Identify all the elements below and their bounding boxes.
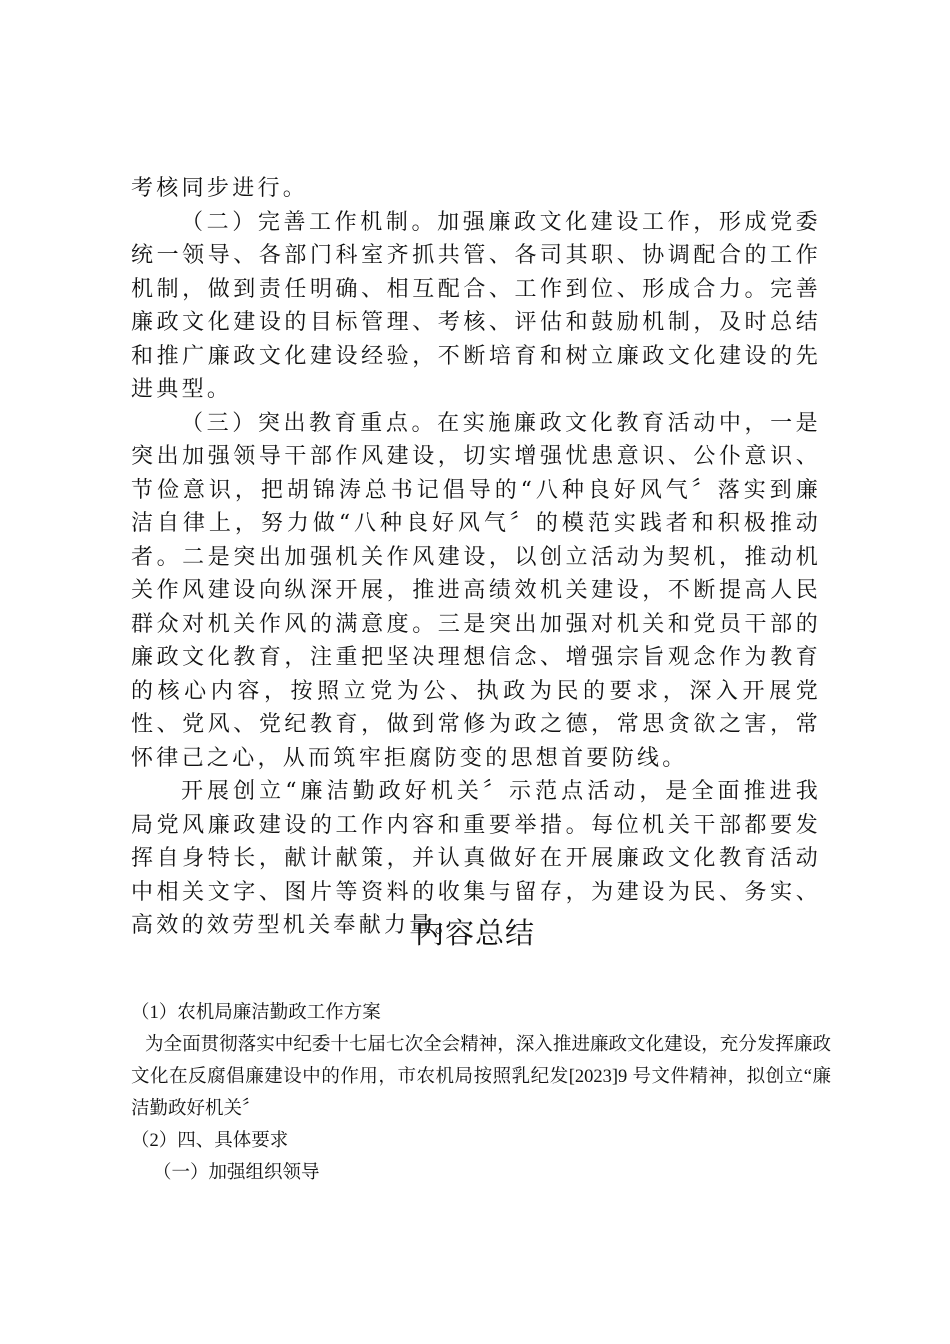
paragraph-work-mechanism: （二）完善工作机制。加强廉政文化建设工作，形成党委统一领导、各部门科室齐抓共管、各司其职、协调配合的工作机制，做到责任明确、相互配合、工作到位、形成合力。完善廉政文化建设的目标管理、考核、评估和鼓励机制，及时总结和推广廉政文化建设经验，不断培育和树立廉政文化建设的先进典型。 [131, 209, 821, 402]
paragraph-education-focus: （三）突出教育重点。在实施廉政文化教育活动中，一是突出加强领导干部作风建设，切实增强忧患意识、公仆意识、节俭意识，把胡锦涛总书记倡导的“八种良好风气〞落实到廉洁自律上，努力做“八种良好风气〞的模范实践者和积极推动者。二是突出加强机关作风建设，以创立活动为契机，推动机关作风建设向纵深开展，推进高绩效机关建设，不断提高人民群众对机关作风的满意度。三是突出加强对机关和党员干部的廉政文化教育，注重把坚决理想信念、增强宗旨观念作为教育的核心内容，按照立党为公、执政为民的要求，深入开展党性、党风、党纪教育，做到常修为政之德，常思贪欲之害，常怀律己之心，从而筑牢拒腐防变的思想首要防线。 [131, 410, 821, 771]
summary-item-2-body: （一）加强组织领导 [153, 1163, 320, 1183]
summary-section [131, 997, 831, 1189]
summary-heading: 内容总结 [414, 916, 535, 950]
summary-item-1-body: 为全面贯彻落实中纪委十七届七次全会精神，深入推进廉政文化建设，充分发挥廉政文化在反腐倡廉建设中的作用，市农机局按照乳纪发[2023]9 号文件精神，拟创立“廉洁勤政好机关〞 [131, 1035, 831, 1119]
document-body [131, 172, 821, 943]
summary-item-2-title: （2）四、具体要求 [131, 1131, 289, 1151]
paragraph-closing: 开展创立“廉洁勤政好机关〞示范点活动，是全面推进我局党风廉政建设的工作内容和重要举措。每位机关干部都要发挥自身特长，献计献策，并认真做好在开展廉政文化教育活动中相关文字、图片等资料的收集与留存，为建设为民、务实、高效的效劳型机关奉献力量。 [131, 779, 821, 938]
summary-item-1-title: （1）农机局廉洁勤政工作方案 [131, 1003, 381, 1023]
paragraph-continuation: 考核同步进行。 [131, 176, 309, 201]
